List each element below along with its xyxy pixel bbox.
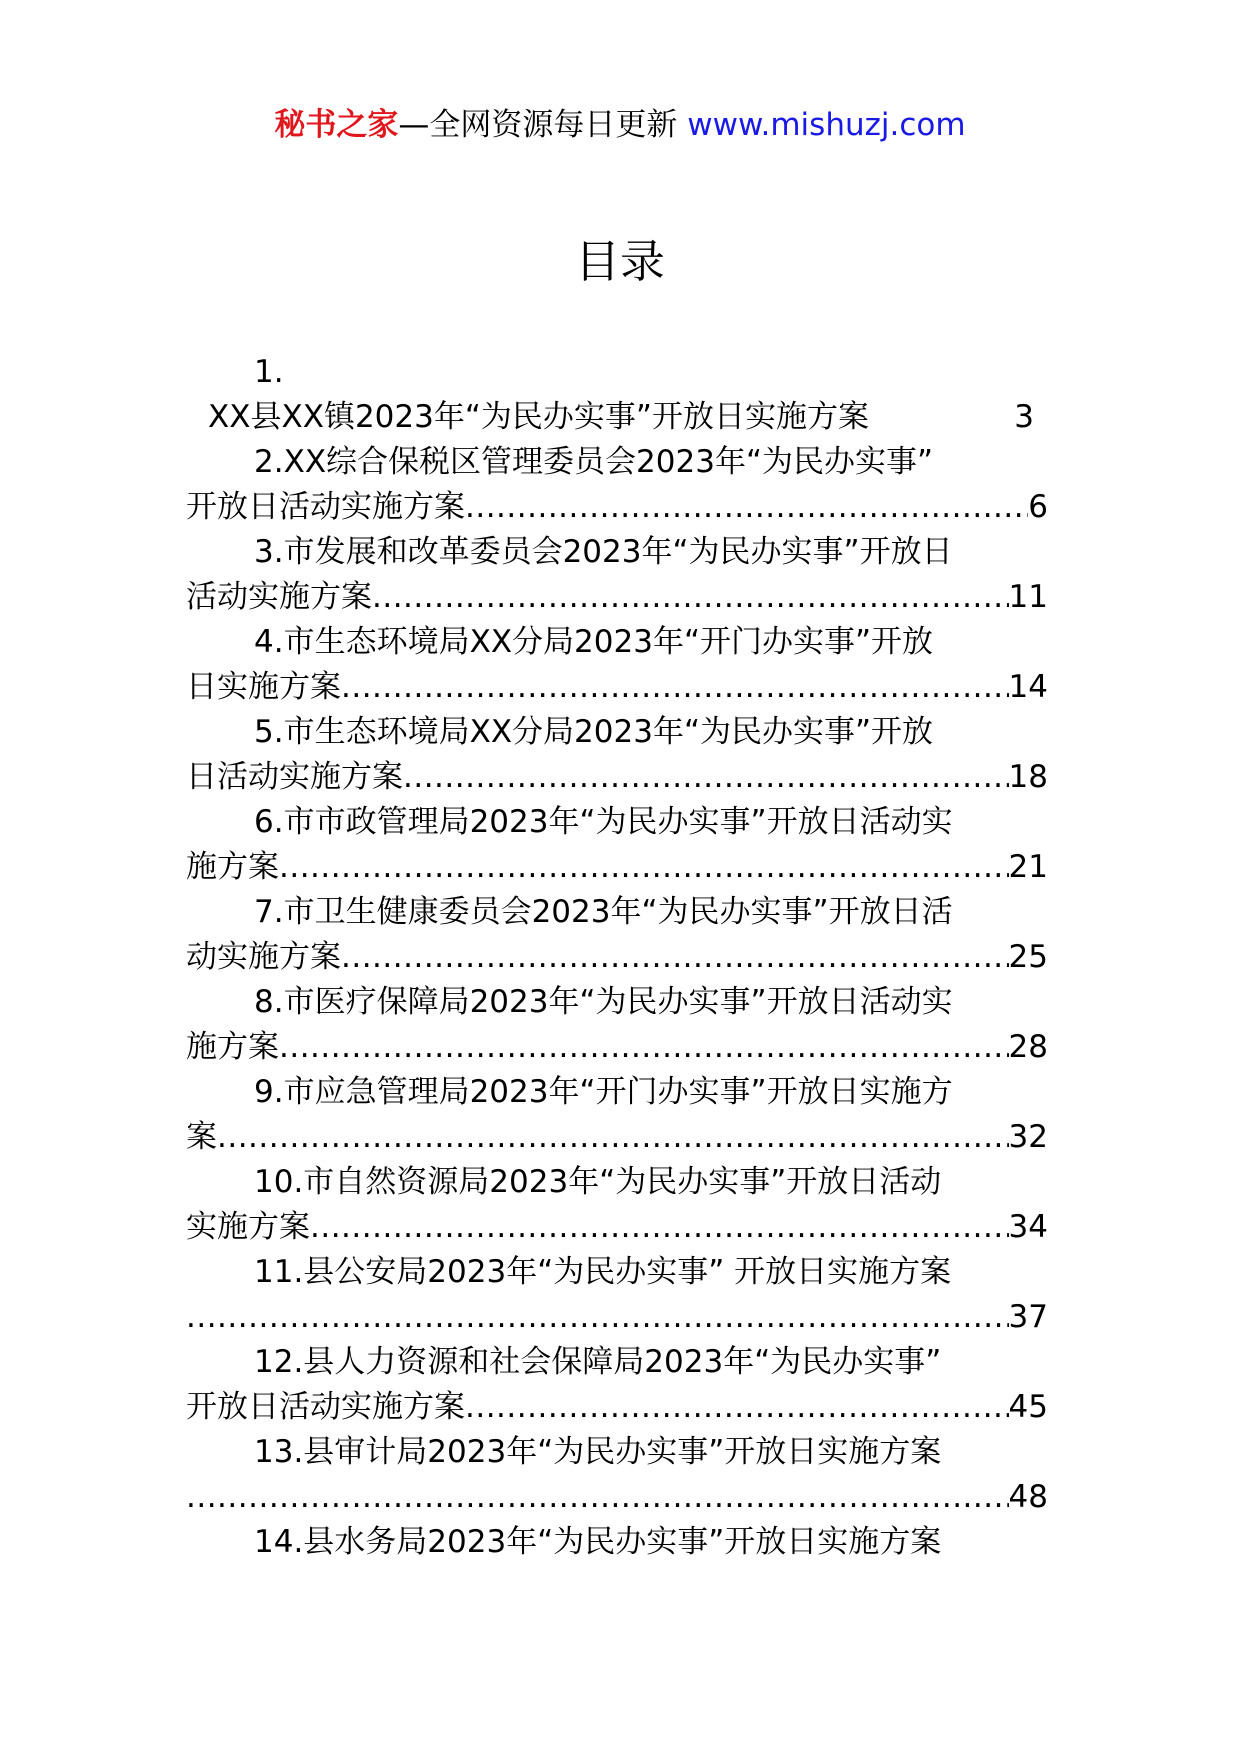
toc-entry-page: 28 bbox=[1008, 1029, 1048, 1065]
toc-entry-page: 25 bbox=[1008, 939, 1048, 975]
header-slogan: —全网资源每日更新 bbox=[398, 107, 688, 143]
toc-entry-page: 32 bbox=[1008, 1119, 1048, 1155]
toc-entry-8[interactable] bbox=[186, 980, 1048, 1070]
toc-entry-5[interactable] bbox=[186, 710, 1048, 800]
toc-entry-leader bbox=[186, 665, 1048, 710]
toc-entry-title: 14.县水务局2023年“为民办实事”开放日实施方案 bbox=[254, 1524, 942, 1560]
toc-entry-title: 7.市卫生健康委员会2023年“为民办实事”开放日活 bbox=[254, 894, 953, 930]
brand-name: 秘书之家 bbox=[274, 107, 399, 143]
table-of-contents bbox=[186, 350, 1048, 1565]
toc-entry-title-cont: 动实施方案 bbox=[186, 939, 341, 975]
toc-entry-leader bbox=[186, 1205, 1048, 1250]
dot-leader bbox=[279, 845, 1009, 890]
toc-entry-page: 3 bbox=[1014, 399, 1034, 435]
toc-entry-title-cont: 开放日活动实施方案 bbox=[186, 1389, 465, 1425]
toc-entry-leader bbox=[186, 935, 1048, 980]
toc-entry-title: 5.市生态环境局XX分局2023年“为民办实事”开放 bbox=[254, 714, 934, 750]
toc-entry-title: 13.县审计局2023年“为民办实事”开放日实施方案 bbox=[254, 1434, 942, 1470]
toc-entry-2[interactable] bbox=[186, 440, 1048, 530]
toc-entry-title: XX县XX镇2023年“为民办实事”开放日实施方案 bbox=[208, 399, 869, 435]
dot-leader bbox=[403, 755, 1009, 800]
toc-entry-title-cont: 案 bbox=[186, 1119, 217, 1155]
toc-entry-page: 18 bbox=[1008, 759, 1048, 795]
toc-entry-title-cont: 开放日活动实施方案 bbox=[186, 489, 465, 525]
toc-entry-4[interactable] bbox=[186, 620, 1048, 710]
dot-leader bbox=[341, 935, 1009, 980]
toc-entry-leader bbox=[186, 485, 1048, 530]
dot-leader bbox=[217, 1115, 1009, 1160]
site-url-link[interactable]: www.mishuzj.com bbox=[687, 107, 966, 143]
toc-entry-page: 6 bbox=[1028, 489, 1048, 525]
toc-entry-leader bbox=[186, 1385, 1048, 1430]
toc-entry-title: 2.XX综合保税区管理委员会2023年“为民办实事” bbox=[254, 444, 934, 480]
toc-entry-9[interactable] bbox=[186, 1070, 1048, 1160]
toc-entry-13[interactable] bbox=[186, 1430, 1048, 1520]
toc-entry-6[interactable] bbox=[186, 800, 1048, 890]
dot-leader bbox=[186, 1475, 1009, 1520]
toc-entry-title-line bbox=[186, 395, 1048, 440]
toc-entry-page: 14 bbox=[1008, 669, 1048, 705]
document-title: 目录 bbox=[574, 235, 665, 288]
toc-entry-leader bbox=[186, 1025, 1048, 1070]
dot-leader bbox=[341, 665, 1009, 710]
toc-entry-page: 45 bbox=[1008, 1389, 1048, 1425]
toc-entry-12[interactable] bbox=[186, 1340, 1048, 1430]
toc-entry-leader bbox=[186, 1115, 1048, 1160]
toc-entry-title: 9.市应急管理局2023年“开门办实事”开放日实施方 bbox=[254, 1074, 953, 1110]
toc-entry-title-cont: 实施方案 bbox=[186, 1209, 310, 1245]
dot-leader bbox=[186, 1295, 1009, 1340]
toc-entry-title: 6.市市政管理局2023年“为民办实事”开放日活动实 bbox=[254, 804, 953, 840]
toc-entry-title: 10.市自然资源局2023年“为民办实事”开放日活动 bbox=[254, 1164, 942, 1200]
toc-entry-page: 11 bbox=[1008, 579, 1048, 615]
toc-entry-7[interactable] bbox=[186, 890, 1048, 980]
toc-entry-title: 8.市医疗保障局2023年“为民办实事”开放日活动实 bbox=[254, 984, 953, 1020]
toc-entry-page: 21 bbox=[1008, 849, 1048, 885]
toc-entry-leader bbox=[186, 575, 1048, 620]
toc-entry-11[interactable] bbox=[186, 1250, 1048, 1340]
toc-entry-title: 12.县人力资源和社会保障局2023年“为民办实事” bbox=[254, 1344, 942, 1380]
toc-entry-title: 4.市生态环境局XX分局2023年“开门办实事”开放 bbox=[254, 624, 934, 660]
toc-entry-title: 11.县公安局2023年“为民办实事” 开放日实施方案 bbox=[254, 1254, 952, 1290]
toc-entry-title-cont: 施方案 bbox=[186, 849, 279, 885]
toc-entry-10[interactable] bbox=[186, 1160, 1048, 1250]
toc-entry-page: 37 bbox=[1008, 1299, 1048, 1335]
toc-entry-leader bbox=[186, 1295, 1048, 1340]
toc-entry-number: 1. bbox=[254, 354, 284, 390]
toc-entry-title-cont: 施方案 bbox=[186, 1029, 279, 1065]
dot-leader bbox=[465, 485, 1028, 530]
toc-entry-3[interactable] bbox=[186, 530, 1048, 620]
toc-entry-14[interactable] bbox=[186, 1520, 1048, 1565]
dot-leader bbox=[372, 575, 1009, 620]
dot-leader bbox=[279, 1025, 1009, 1070]
dot-leader bbox=[465, 1385, 1009, 1430]
page-header bbox=[0, 100, 1240, 150]
toc-entry-title-cont: 日实施方案 bbox=[186, 669, 341, 705]
toc-entry-title-cont: 日活动实施方案 bbox=[186, 759, 403, 795]
dot-leader bbox=[310, 1205, 1009, 1250]
toc-entry-title-cont: 活动实施方案 bbox=[186, 579, 372, 615]
toc-entry-page: 48 bbox=[1008, 1479, 1048, 1515]
toc-entry-leader bbox=[186, 755, 1048, 800]
toc-entry-leader bbox=[186, 845, 1048, 890]
toc-entry-leader bbox=[186, 1475, 1048, 1520]
toc-entry-1[interactable] bbox=[186, 350, 1048, 440]
toc-entry-title: 3.市发展和改革委员会2023年“为民办实事”开放日 bbox=[254, 534, 953, 570]
toc-entry-page: 34 bbox=[1008, 1209, 1048, 1245]
